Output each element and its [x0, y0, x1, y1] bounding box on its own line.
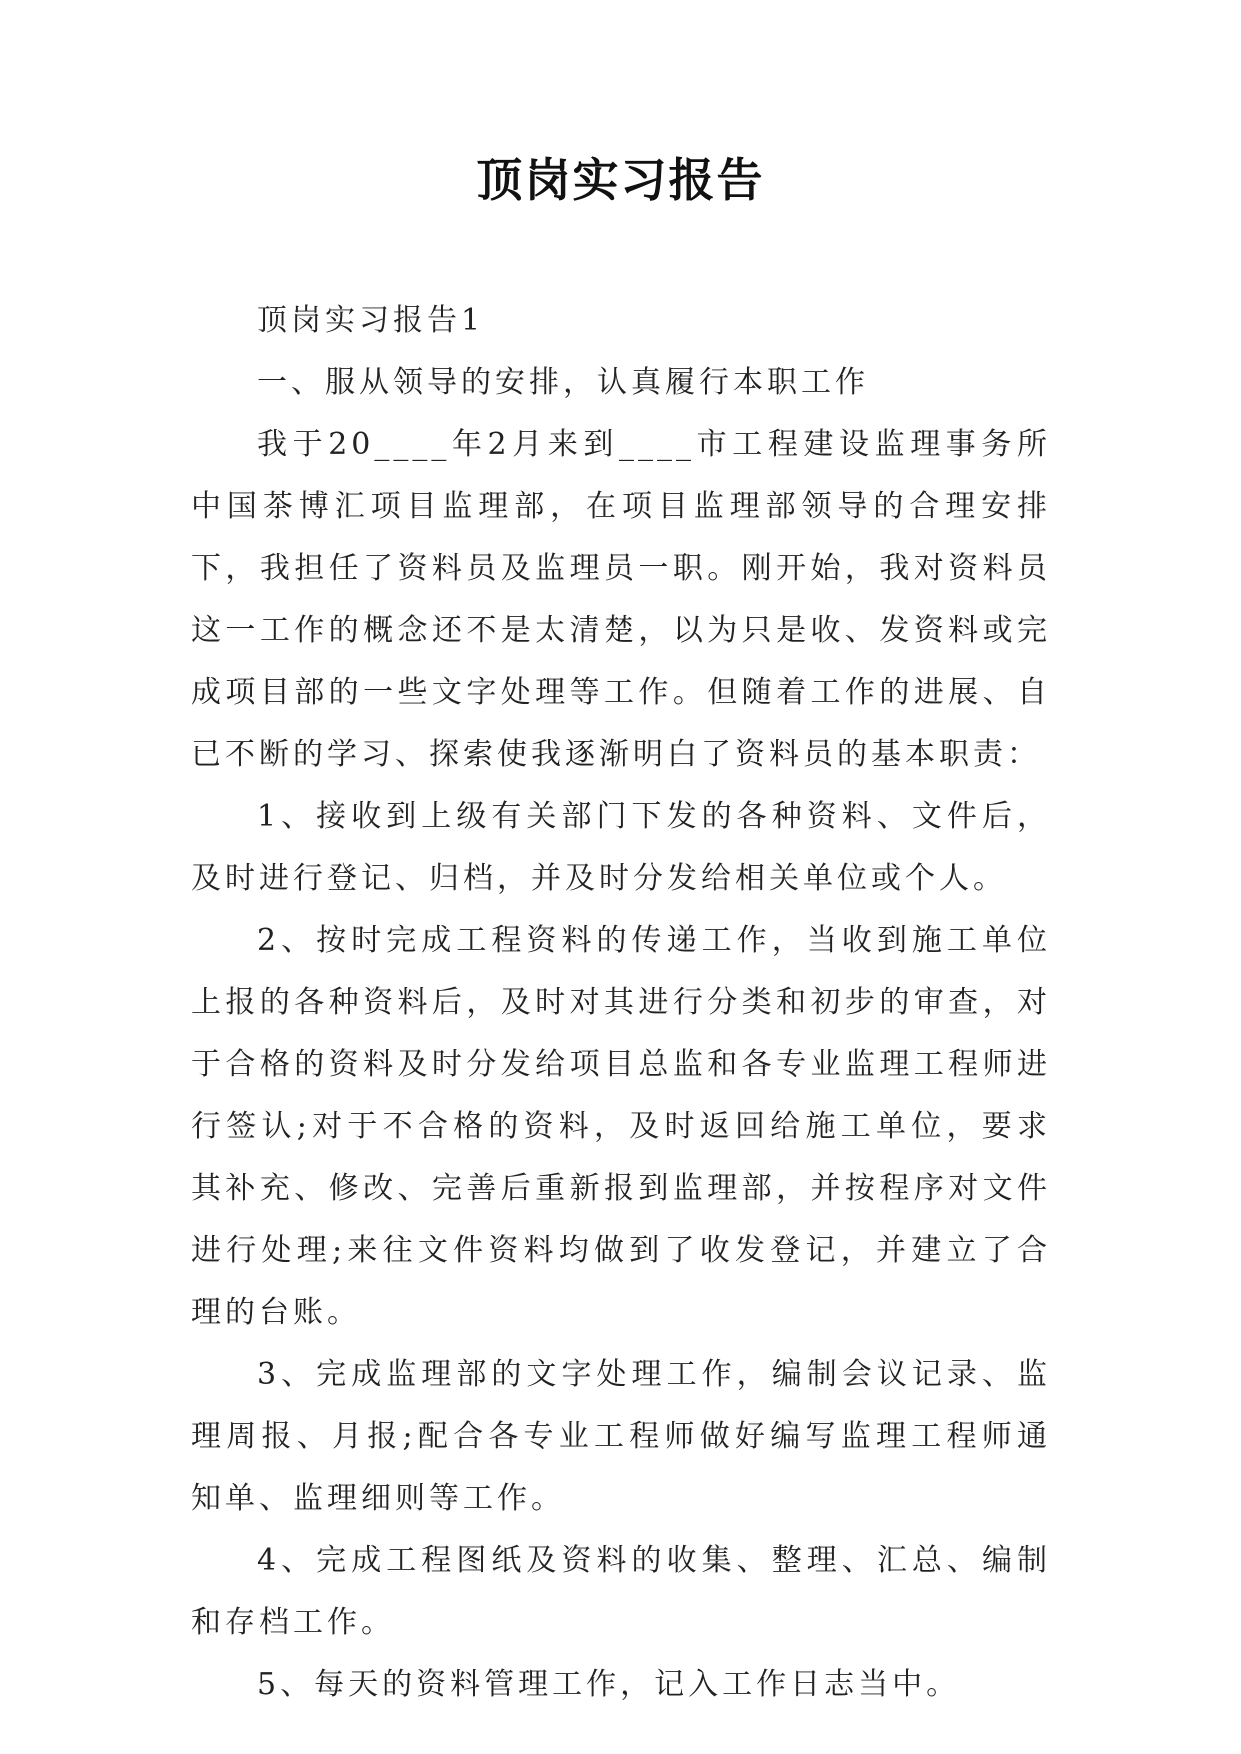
document-body	[191, 290, 1051, 1716]
section-heading: 顶岗实习报告1	[257, 303, 485, 338]
list-item: 3、完成监理部的文字处理工作，编制会议记录、监理周报、月报;配合各专业工程师做好编写监理工程师通知单、监理细则等工作。	[191, 1357, 1051, 1516]
document-title: 顶岗实习报告	[476, 153, 765, 207]
list-item: 2、按时完成工程资料的传递工作，当收到施工单位上报的各种资料后，及时对其进行分类和初步的审查，对于合格的资料及时分发给项目总监和各专业监理工程师进行签认;对于不合格的资料，及时返回给施工单位，要求其补充、修改、完善后重新报到监理部，并按程序对文件进行处理;来往文件资料均做到了收发登记，并建立了合理的台账。	[191, 923, 1051, 1330]
list-item: 5、每天的资料管理工作，记入工作日志当中。	[257, 1667, 961, 1702]
list-item: 1、接收到上级有关部门下发的各种资料、文件后，及时进行登记、归档，并及时分发给相关单位或个人。	[191, 799, 1051, 896]
paragraph: 我于20____年2月来到____市工程建设监理事务所中国茶博汇项目监理部，在项目监理部领导的合理安排下，我担任了资料员及监理员一职。刚开始，我对资料员这一工作的概念还不是太清楚，以为只是收、发资料或完成项目部的一些文字处理等工作。但随着工作的进展、自已不断的学习、探索使我逐渐明白了资料员的基本职责：	[191, 427, 1051, 772]
subsection-heading: 一、服从领导的安排，认真履行本职工作	[257, 365, 869, 400]
list-item: 4、完成工程图纸及资料的收集、整理、汇总、编制和存档工作。	[191, 1543, 1051, 1640]
